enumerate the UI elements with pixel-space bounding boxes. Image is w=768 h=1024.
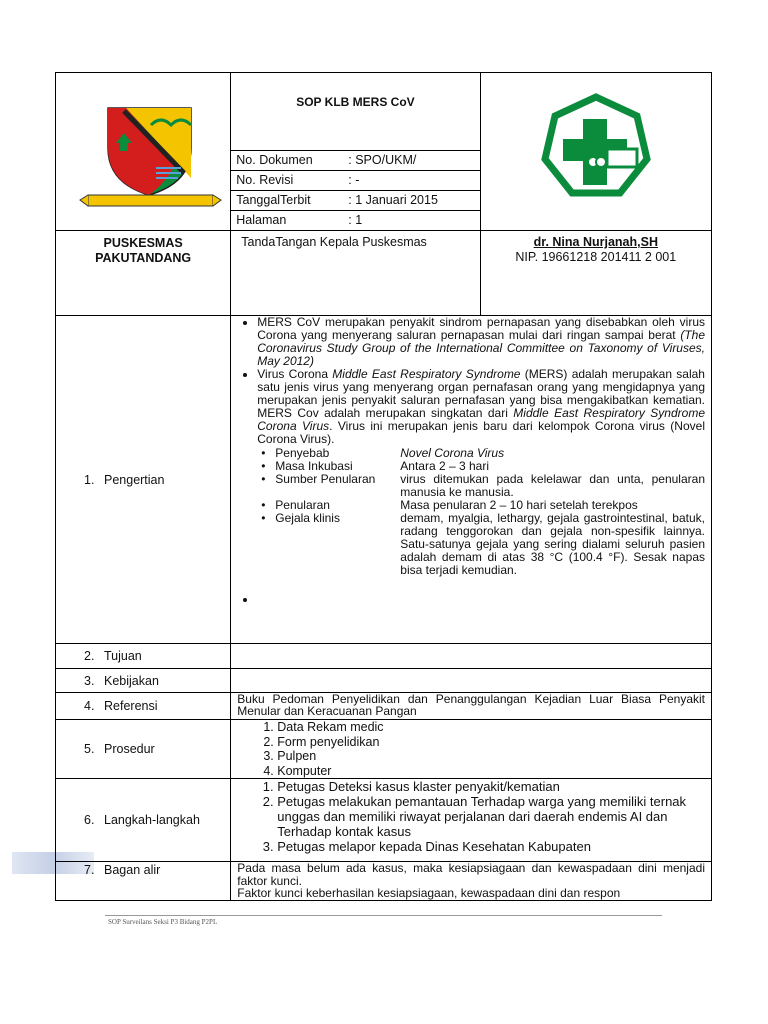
page-footer: SOP Surveilans Seksi P3 Bidang P2PL	[108, 918, 218, 926]
pengertian-para-1: • MERS CoV merupakan penyakit sindrom pernapasan yang disebabkan oleh virus Corona yang menyerang saluran pernapasan mulai dari ringan sampai berat (The Coronavirus Study Group of the International Committee on Taxonomy of Viruses, May 2012)	[257, 316, 705, 368]
document-title: SOP KLB MERS CoV	[296, 95, 415, 109]
bagan-text-2: Faktor kunci keberhasilan kesiapsiagaan, kewaspadaan dini dan respon	[237, 886, 621, 900]
meta-row-no-dokumen: No. Dokumen : SPO/UKM/	[231, 150, 479, 170]
puskesmas-logo-cell	[480, 73, 711, 231]
def-penularan: • Penularan Masa penularan 2 – 10 hari setelah terekpos	[257, 499, 705, 512]
bagan-text-1: Pada masa belum ada kasus, maka kesiapsiagaan dan kewaspadaan dini menjadi faktor kunci.	[237, 861, 705, 888]
puskesmas-line-1: PUSKESMAS	[103, 236, 183, 250]
def-masa-inkubasi: • Masa Inkubasi Antara 2 – 3 hari	[257, 460, 705, 473]
empty-bullet	[257, 593, 705, 606]
meta-row-no-revisi: No. Revisi : -	[231, 170, 479, 190]
pengertian-label-cell: 1. Pengertian	[56, 316, 231, 644]
langkah-item: 1. Petugas Deteksi kasus klaster penyakit/kematian	[277, 779, 711, 794]
tujuan-label: Tujuan	[104, 649, 142, 663]
pengertian-content-cell	[231, 316, 712, 644]
pengertian-para-2: • Virus Corona Middle East Respiratory Syndrome (MERS) adalah merupakan salah satu jenis virus yang menyerang organ pernafasan orang yang mengidapnya yang merupakan jenis penyakit saluran pernafasan yang bisa mengakibatkan kematian. MERS Cov adalah merupakan singkatan dari Middle East Respiratory Syndrome Corona Virus. Virus ini merupakan jenis baru dari kelompok Corona virus (Novel Corona Virus).	[257, 368, 705, 446]
kebijakan-label-cell: 3. Kebijakan	[56, 669, 231, 693]
langkah-content-cell	[231, 779, 712, 862]
prosedur-item: 1. Data Rekam medic	[277, 720, 711, 735]
def-penyebab: • Penyebab Novel Corona Virus	[257, 447, 705, 460]
bagan-label-cell: 7. Bagan alir	[56, 862, 231, 901]
prosedur-label: Prosedur	[104, 742, 155, 756]
def-gejala-klinis: • Gejala klinis demam, myalgia, lethargy, gejala gastrointestinal, batuk, radang tenggorokan dan gejala non-spesifik lainnya. Satu-satunya gejala yang sering dialami seluruh pasien adalah demam di atas 38 °C (100.4 °F). Sesak napas bisa terjadi kemudian.	[257, 512, 705, 577]
kebijakan-content-cell	[231, 669, 712, 693]
prosedur-list	[231, 720, 711, 778]
health-center-logo-icon	[481, 73, 712, 223]
prosedur-item: 2. Form penyelidikan	[277, 735, 711, 750]
langkah-label: Langkah-langkah	[104, 813, 200, 827]
referensi-text: Buku Pedoman Penyelidikan dan Penanggulangan Kejadian Luar Biasa Penyakit Menular dan Keracuanan Pangan	[237, 692, 705, 718]
meta-row-tanggal-terbit: TanggalTerbit : 1 Januari 2015	[231, 190, 479, 210]
kebijakan-label: Kebijakan	[104, 673, 159, 688]
tujuan-content-cell	[231, 644, 712, 669]
prosedur-label-cell: 5. Prosedur	[56, 720, 231, 779]
footer-divider	[105, 915, 662, 916]
referensi-label: Referensi	[104, 699, 158, 713]
sop-table	[55, 72, 712, 901]
puskesmas-name-cell	[56, 231, 231, 316]
langkah-item: 2. Petugas melakukan pemantauan Terhadap warga yang memiliki ternak unggas dan memiliki riwayat perjalanan dari daerah endemis AI dan Terhadap kontak kasus	[277, 794, 711, 839]
referensi-label-cell: 4. Referensi	[56, 693, 231, 720]
regency-logo-cell	[56, 73, 231, 231]
pengertian-label: Pengertian	[104, 472, 165, 487]
tujuan-label-cell: 2. Tujuan	[56, 644, 231, 669]
document-meta-cell	[231, 73, 480, 231]
regency-emblem-icon	[56, 73, 231, 223]
langkah-list	[231, 779, 711, 854]
prosedur-item: 3. Pulpen	[277, 749, 711, 764]
bagan-label: Bagan alir	[104, 863, 161, 877]
def-sumber-penularan: • Sumber Penularan virus ditemukan pada kelelawar dan unta, penularan manusia ke manusia.	[257, 473, 705, 499]
signature-cell	[231, 231, 480, 316]
langkah-label-cell: 6. Langkah-langkah	[56, 779, 231, 862]
prosedur-content-cell	[231, 720, 712, 779]
referensi-content-cell	[231, 693, 712, 720]
signer-nip: NIP. 19661218 201411 2 001	[515, 250, 677, 264]
langkah-item: 3. Petugas melapor kepada Dinas Kesehatan Kabupaten	[277, 839, 711, 854]
signer-cell	[480, 231, 711, 316]
signer-name: dr. Nina Nurjanah,SH	[533, 235, 658, 249]
signature-label: TandaTangan Kepala Puskesmas	[241, 235, 427, 249]
puskesmas-line-2: PAKUTANDANG	[95, 251, 192, 265]
meta-row-halaman: Halaman : 1	[231, 210, 479, 230]
prosedur-item: 4. Komputer	[277, 764, 711, 779]
bagan-content-cell	[231, 862, 712, 901]
